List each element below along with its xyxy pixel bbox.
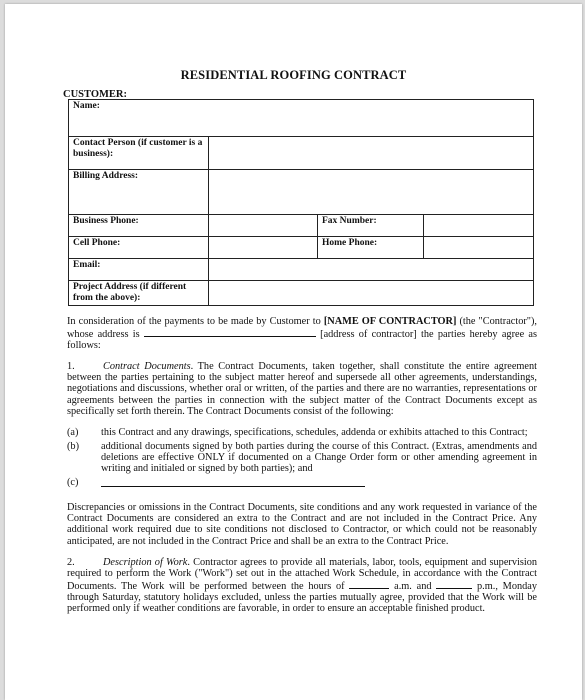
name-label: Name:	[73, 101, 100, 111]
section-1-paragraph: 1. Contract Documents. The Contract Documents, taken together, shall constitute the entire agreement between the parties pertaining to the subject matter hereof and supersede all other agreements, understandings, negotiations and discussions, whether oral or written, of the parties and there are no warranties, representations or agreements between the parties in connection with the subject matter of the Contract Documents except as specifically set forth therein. The Contract Documents consist of the following:	[67, 361, 537, 417]
section-2-paragraph: 2. Description of Work. Contractor agrees to provide all materials, labor, tools, equipment and supervision required to perform the Work ("Work") set out in the attached Work Schedule, in accordance with the Contract Documents. The Work will be performed between the hours of a.m. and p.m., Monday through Saturday, statutory holidays excluded, unless the parties mutually agree, provided that the Work will be performed only if weather conditions are favorable, in order to ensure an acceptable finished product.	[67, 556, 537, 614]
business-phone-label: Business Phone:	[69, 215, 209, 237]
contractor-address-blank[interactable]	[144, 327, 316, 337]
customer-info-table	[68, 99, 534, 306]
section-1-title: Contract Documents	[103, 361, 191, 373]
email-field[interactable]	[209, 259, 534, 281]
home-phone-label: Home Phone:	[318, 237, 424, 259]
cell-phone-field[interactable]	[209, 237, 318, 259]
item-c-blank[interactable]	[101, 477, 365, 487]
contractor-name-placeholder: [NAME OF CONTRACTOR]	[323, 316, 457, 327]
list-item: (b) additional documents signed by both parties during the course of this Contract. (Extras, amendments and deletions are effective ONLY if documented on a Change Order form or other amending agreement in writing and initialed or signed by both parties); and	[67, 440, 537, 475]
cell-phone-label: Cell Phone:	[69, 237, 209, 259]
contact-person-label: Contact Person (if customer is a business):	[69, 137, 209, 170]
start-hour-blank[interactable]	[349, 579, 389, 589]
section-2-title: Description of Work	[103, 556, 188, 568]
discrepancies-paragraph: Discrepancies or omissions in the Contract Documents, site conditions and any work requested in variance of the Contract Documents are considered an extra to the Contract and are not included in the Contract Price. Any additional work required due to site conditions not disclosed to Contractor, or which could not be reasonably anticipated, are not included in the Contract Price and shall be an extra to the Contract Price.	[67, 502, 537, 547]
billing-address-field[interactable]	[209, 170, 534, 215]
customer-label: CUSTOMER:	[63, 89, 127, 100]
billing-address-label: Billing Address:	[69, 170, 209, 215]
section-1-number: 1.	[67, 361, 75, 373]
home-phone-field[interactable]	[424, 237, 534, 259]
project-address-label: Project Address (if different from the above):	[69, 281, 209, 306]
end-hour-blank[interactable]	[436, 579, 472, 589]
fax-number-field[interactable]	[424, 215, 534, 237]
contact-person-field[interactable]	[209, 137, 534, 170]
intro-paragraph: In consideration of the payments to be made by Customer to [NAME OF CONTRACTOR] (the "Contractor"), whose address is [address of contractor] the parties hereby agree as follows:	[67, 316, 537, 352]
name-field[interactable]	[69, 100, 534, 137]
fax-number-label: Fax Number:	[318, 215, 424, 237]
business-phone-field[interactable]	[209, 215, 318, 237]
email-label: Email:	[69, 259, 209, 281]
list-item: (c)	[67, 477, 537, 490]
document-title: RESIDENTIAL ROOFING CONTRACT	[180, 68, 407, 82]
list-item: (a) this Contract and any drawings, specifications, schedules, addenda or exhibits attached to this Contract;	[67, 426, 528, 438]
contract-body	[67, 316, 537, 624]
contract-page	[5, 4, 582, 700]
section-2-number: 2.	[67, 556, 75, 568]
project-address-field[interactable]	[209, 281, 534, 306]
